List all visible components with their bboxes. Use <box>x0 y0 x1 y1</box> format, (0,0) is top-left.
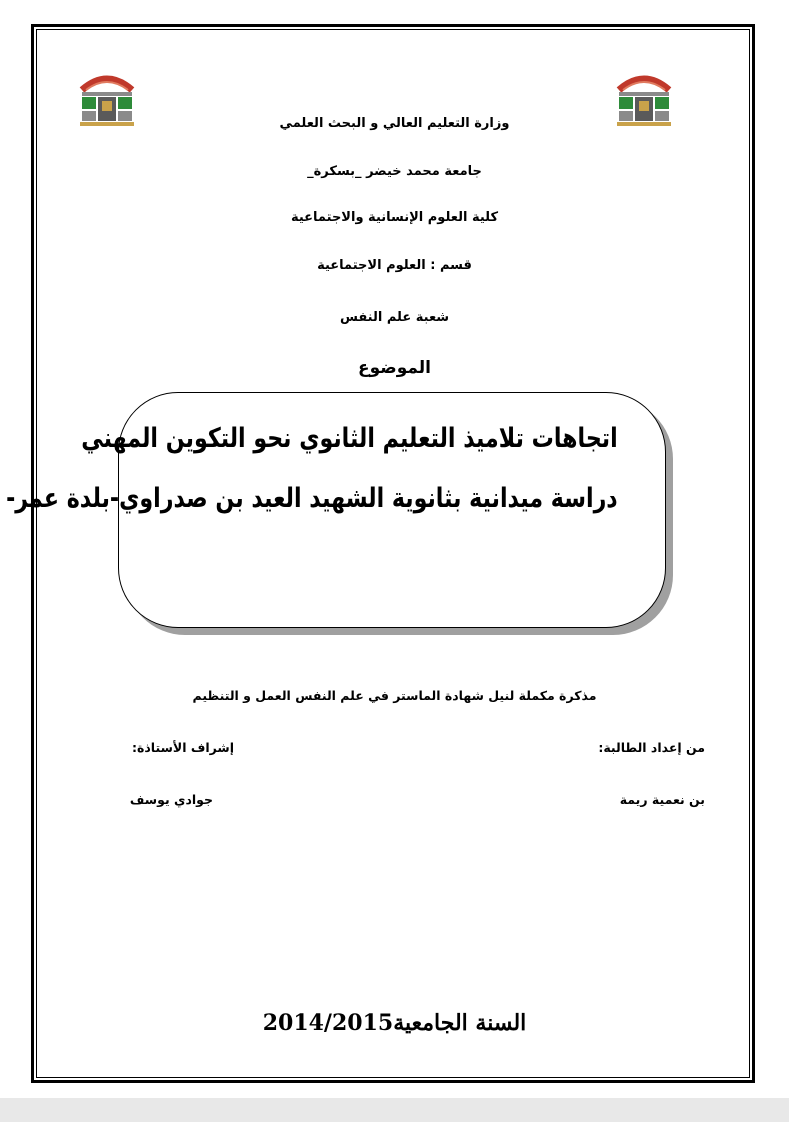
student-label: من إعداد الطالبة: <box>598 740 705 755</box>
branch-name: شعبة علم النفس <box>339 310 450 325</box>
supervisor-name: جوادي يوسف <box>129 792 213 807</box>
subject-label: الموضوع <box>358 358 431 378</box>
thesis-title-line-2: دراسة ميدانية بثانوية الشهيد العيد بن صدراوي-بلدة عمر- <box>6 483 618 514</box>
thesis-note: مذكرة مكملة لنيل شهادة الماستر في علم النفس العمل و التنظيم <box>192 688 597 703</box>
ministry-name: وزارة التعليم العالي و البحث العلمي <box>279 116 510 131</box>
student-name: بن نعمية ريمة <box>619 792 705 807</box>
viewer-background-strip <box>0 1098 789 1122</box>
faculty-name: كلية العلوم الإنسانية والاجتماعية <box>290 210 499 225</box>
academic-year: السنة الجامعية2014/2015 <box>262 1010 527 1036</box>
thesis-title-box <box>6 392 666 628</box>
university-name: جامعة محمد خيضر _بسكرة_ <box>307 164 482 179</box>
thesis-title-line-1: اتجاهات تلاميذ التعليم الثانوي نحو التكوين المهني <box>81 423 618 454</box>
supervisor-label: إشراف الأستاذة: <box>132 740 234 755</box>
department-name: قسم : العلوم الاجتماعية <box>317 258 472 273</box>
